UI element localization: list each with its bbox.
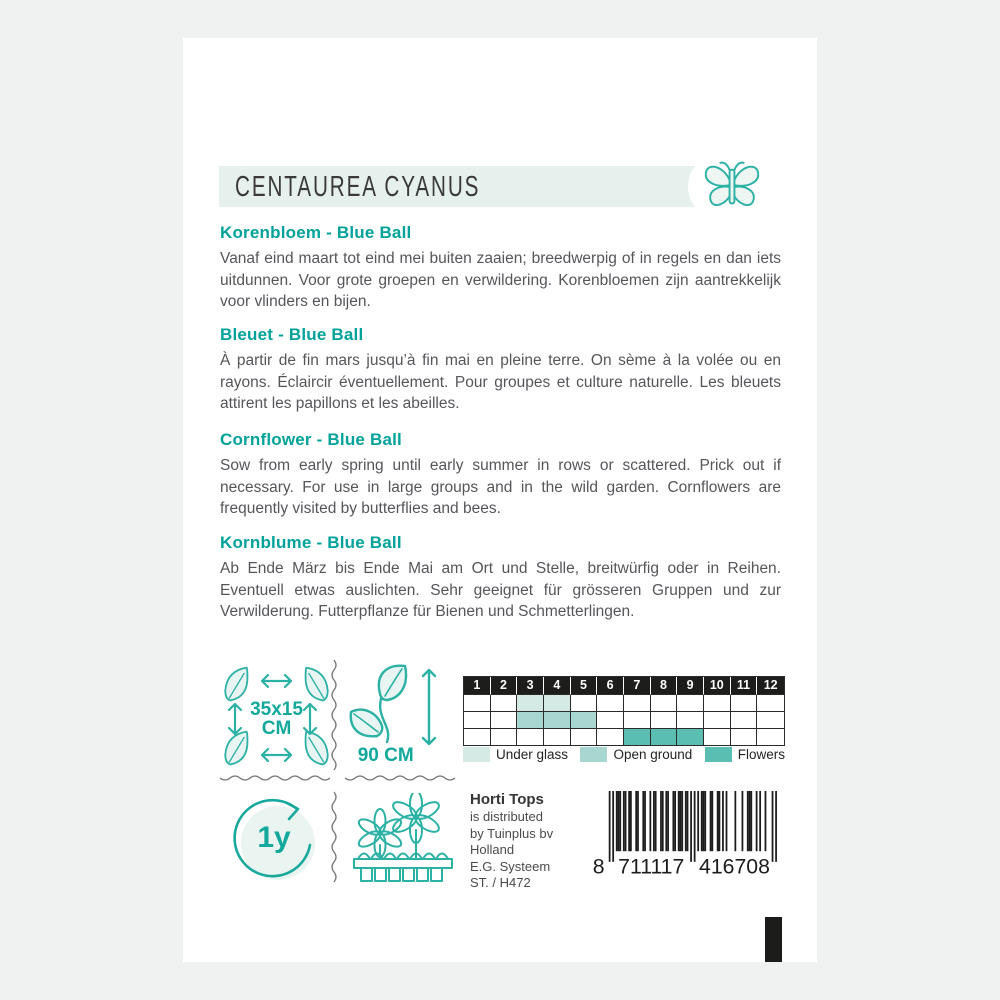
distributor-line: Holland [470, 842, 515, 857]
calendar-cell-flowers-3 [517, 729, 544, 745]
wavy-divider-vertical-1 [329, 658, 339, 776]
legend-item-flowers [705, 747, 785, 762]
calendar-cell-flowers-7 [624, 729, 651, 745]
svg-text:8: 8 [592, 854, 605, 876]
calendar-cell-open-ground-10 [704, 712, 731, 729]
calendar-cell-flowers-9 [677, 729, 704, 745]
calendar-cell-under-glass-7 [624, 695, 651, 712]
calendar-cell-open-ground-12 [757, 712, 784, 729]
legend-label: Under glass [496, 747, 569, 762]
seed-packet-back [183, 38, 817, 962]
calendar-cell-flowers-5 [571, 729, 598, 745]
calendar-cell-flowers-12 [757, 729, 784, 745]
distributor-name: Horti Tops [470, 791, 544, 808]
wavy-divider-vertical-2 [329, 790, 339, 890]
calendar-cell-open-ground-4 [544, 712, 571, 729]
section-body-french: À partir de fin mars jusqu’à fin mai en pleine terre. On sème à la volée ou en rayons. Éclaircir éventuellement. Pour groupes et culture naturelle. Les bleuets attirent les papillons et les abeilles. [220, 352, 781, 412]
section-heading-english: Cornflower - Blue Ball [220, 430, 402, 449]
calendar-month-header: 2 [491, 677, 518, 695]
calendar-cell-under-glass-1 [464, 695, 491, 712]
section-heading-dutch: Korenbloem - Blue Ball [220, 223, 412, 242]
section-french [220, 325, 781, 415]
section-body-english: Sow from early spring until early summer in rows or scattered. Prick out if necessary. For use in large groups and in the wild garden. Cornflowers are frequently visited by butterflies and bees. [220, 457, 781, 517]
butterfly-icon [701, 156, 763, 218]
calendar-month-header: 4 [544, 677, 571, 695]
sowing-calendar [463, 676, 785, 746]
calendar-cell-under-glass-9 [677, 695, 704, 712]
calendar-cell-under-glass-5 [571, 695, 598, 712]
calendar-cell-open-ground-5 [571, 712, 598, 729]
calendar-month-header: 10 [704, 677, 731, 695]
calendar-cell-under-glass-4 [544, 695, 571, 712]
lifecycle-value: 1y [257, 821, 291, 854]
calendar-cell-flowers-6 [597, 729, 624, 745]
calendar-month-header: 7 [624, 677, 651, 695]
calendar-cell-under-glass-6 [597, 695, 624, 712]
svg-text:416708: 416708 [699, 854, 770, 876]
species-title: CENTAUREA CYANUS [235, 169, 481, 203]
section-german [220, 533, 781, 623]
section-heading-german: Kornblume - Blue Ball [220, 533, 402, 552]
spacing-value: 35x15 CM [250, 699, 303, 739]
calendar-month-header: 12 [757, 677, 784, 695]
legend-swatch [705, 747, 732, 762]
print-registration-mark [765, 917, 782, 962]
legend-swatch [463, 747, 490, 762]
calendar-cell-open-ground-2 [491, 712, 518, 729]
section-heading-french: Bleuet - Blue Ball [220, 325, 364, 344]
distributor-info [470, 791, 588, 892]
calendar-cell-open-ground-7 [624, 712, 651, 729]
calendar-cell-flowers-10 [704, 729, 731, 745]
distributor-line: ST. / H472 [470, 875, 531, 890]
section-english [220, 430, 781, 520]
calendar-cell-open-ground-8 [651, 712, 678, 729]
calendar-cell-flowers-4 [544, 729, 571, 745]
calendar-cell-flowers-8 [651, 729, 678, 745]
section-dutch [220, 223, 781, 313]
calendar-cell-open-ground-6 [597, 712, 624, 729]
calendar-cell-under-glass-10 [704, 695, 731, 712]
calendar-cell-open-ground-9 [677, 712, 704, 729]
calendar-month-header: 6 [597, 677, 624, 695]
calendar-cell-under-glass-3 [517, 695, 544, 712]
calendar-cell-under-glass-2 [491, 695, 518, 712]
height-value: 90 CM [357, 745, 414, 766]
calendar-cell-under-glass-11 [731, 695, 758, 712]
calendar-cell-open-ground-11 [731, 712, 758, 729]
legend-label: Open ground [613, 747, 693, 762]
calendar-month-header: 5 [571, 677, 598, 695]
flower-tray-icon [348, 793, 458, 890]
section-body-german: Ab Ende März bis Ende Mai am Ort und Stelle, breitwürfig oder in Reihen. Eventuell etwas auslichten. Sehr geeignet für grösseren Gruppen und zur Verwilderung. Futterpflanze für Bienen und Schmetterlingen. [220, 560, 781, 620]
svg-text:711117: 711117 [618, 854, 685, 876]
section-body-dutch: Vanaf eind maart tot eind mei buiten zaaien; breedwerpig of in regels en dan iets uitdunnen. Voor grote groepen en verwildering. Korenbloemen zijn aantrekkelijk voor vlinders en bijen. [220, 250, 781, 310]
calendar-cell-flowers-2 [491, 729, 518, 745]
legend-item-open-ground [580, 747, 692, 762]
calendar-month-header: 3 [517, 677, 544, 695]
ean-barcode [591, 791, 777, 876]
calendar-cell-flowers-11 [731, 729, 758, 745]
distributor-line: E.G. Systeem [470, 858, 551, 874]
plant-spacing-icon [218, 660, 335, 775]
legend-item-under-glass [463, 747, 568, 762]
wavy-divider-horizontal-1 [218, 773, 332, 783]
calendar-month-header: 9 [677, 677, 704, 695]
calendar-cell-open-ground-3 [517, 712, 544, 729]
calendar-cell-under-glass-12 [757, 695, 784, 712]
distributor-line: by Tuinplus bv [470, 825, 554, 841]
calendar-cell-flowers-1 [464, 729, 491, 745]
calendar-cell-open-ground-1 [464, 712, 491, 729]
legend-label: Flowers [737, 747, 785, 762]
calendar-month-header: 1 [464, 677, 491, 695]
calendar-month-header: 11 [731, 677, 758, 695]
plant-height-icon [345, 660, 455, 775]
distributor-line: is distributed [470, 809, 543, 824]
wavy-divider-horizontal-2 [343, 773, 457, 783]
calendar-legend [463, 747, 785, 762]
annual-lifecycle-icon [228, 793, 320, 885]
calendar-cell-under-glass-8 [651, 695, 678, 712]
calendar-month-header: 8 [651, 677, 678, 695]
legend-swatch [580, 747, 607, 762]
